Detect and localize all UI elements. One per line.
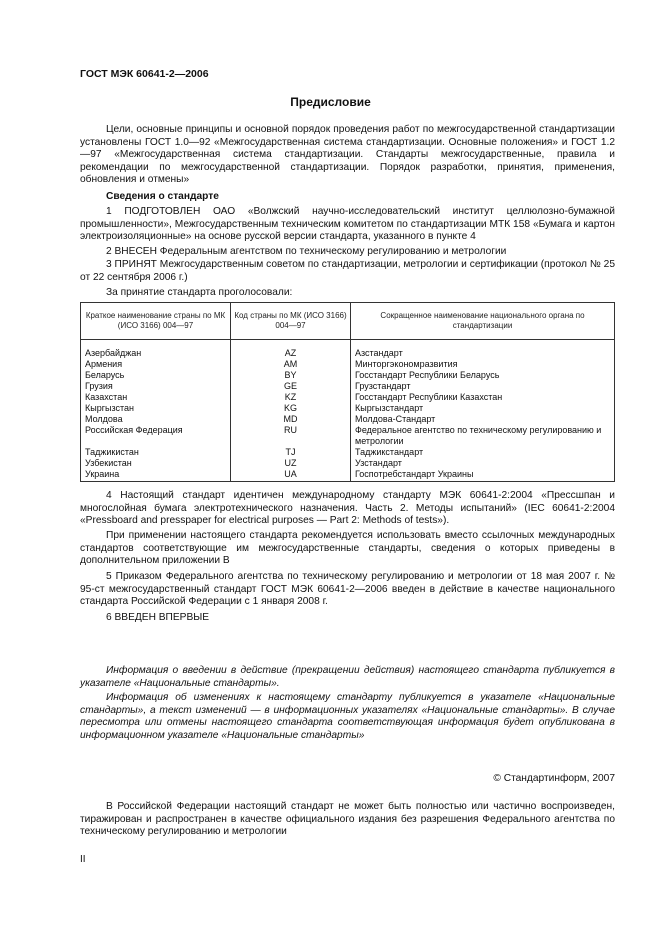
voting-table [80,302,615,482]
code-cell: KZ [231,392,351,403]
table-row [81,447,615,458]
table-row [81,381,615,392]
country-cell: Беларусь [81,370,231,381]
country-column-header: Краткое наименование страны по МК (ИСО 3166) 004—97 [81,303,231,340]
item-4-paragraph: 4 Настоящий стандарт идентичен международному стандарту МЭК 60641-2:2004 «Прессшпан и многослойная бумага электротехнического назначения. Часть 2. Методы испытаний» (IEC 60641-2:2004 «Pressboard and presspaper for electrical purposes — Part 2: Methods of tests»). [80,490,615,527]
code-cell: RU [231,425,351,447]
item-4-note: При применении настоящего стандарта рекомендуется использовать вместо ссылочных международных стандартов соответствующие им межгосударственные стандарты, сведения о которых приведены в дополнительном приложении В [80,530,615,567]
legal-notice: В Российской Федерации настоящий стандарт не может быть полностью или частично воспроизведен, тиражирован и распространен в качестве официального издания без разрешения Федерального агентства по техническому регулированию и метрологии [80,801,615,838]
item-1-paragraph: 1 ПОДГОТОВЛЕН ОАО «Волжский научно-исследовательский институт целлюлозно-бумажной промышленности», Межгосударственным техническим комитетом по стандартизации МТК 158 «Бумага и картон электроизоляционные» на основе русской версии стандарта, указанного в пункте 4 [80,206,615,243]
country-cell: Украина [81,469,231,482]
table-row [81,425,615,447]
country-cell: Таджикистан [81,447,231,458]
table-row [81,359,615,370]
code-cell: GE [231,381,351,392]
table-row [81,458,615,469]
body-column-header: Сокращенное наименование национального органа по стандартизации [351,303,615,340]
body-cell: Азстандарт [351,340,615,360]
code-column-header: Код страны по МК (ИСО 3166) 004—97 [231,303,351,340]
notice-changes-info: Информация об изменениях к настоящему стандарту публикуется в указателе «Национальные стандарты», а текст изменений — в информационных указателях «Национальные стандарты». В случае пересмотра или отмены настоящего стандарта соответствующая информация будет опубликована в информационном указателе «Национальные стандарты» [80,692,615,741]
item-6-paragraph: 6 ВВЕДЕН ВПЕРВЫЕ [106,612,210,623]
table-row [81,340,615,360]
country-cell: Молдова [81,414,231,425]
page-number: II [80,854,86,865]
vote-intro: За принятие стандарта проголосовали: [106,287,293,298]
code-cell: UA [231,469,351,482]
country-cell: Грузия [81,381,231,392]
code-cell: AM [231,359,351,370]
table-row [81,392,615,403]
code-cell: TJ [231,447,351,458]
body-cell: Минторгэкономразвития [351,359,615,370]
body-cell: Молдова-Стандарт [351,414,615,425]
country-cell: Российская Федерация [81,425,231,447]
item-2-paragraph: 2 ВНЕСЕН Федеральным агентством по техническому регулированию и метрологии [106,246,507,257]
body-cell: Госстандарт Республики Казахстан [351,392,615,403]
code-cell: AZ [231,340,351,360]
country-cell: Казахстан [81,392,231,403]
table-row [81,403,615,414]
country-cell: Кыргызстан [81,403,231,414]
country-cell: Азербайджан [81,340,231,360]
item-3-paragraph: 3 ПРИНЯТ Межгосударственным советом по стандартизации, метрологии и сертификации (протокол № 25 от 22 сентября 2006 г.) [80,259,615,283]
intro-paragraph: Цели, основные принципы и основной порядок проведения работ по межгосударственной стандартизации установлены ГОСТ 1.0—92 «Межгосударственная система стандартизации. Основные положения» и ГОСТ 1.2—97 «Межгосударственная система стандартизации. Стандарты межгосударственные, правила и рекомендации по межгосударственной стандартизации. Порядок разработки, принятия, применения, обновления и отмены» [80,124,615,186]
country-cell: Узбекистан [81,458,231,469]
code-cell: KG [231,403,351,414]
notice-introduction-info: Информация о введении в действие (прекращении действия) настоящего стандарта публикуется в указателе «Национальные стандарты». [80,665,615,689]
body-cell: Федеральное агентство по техническому регулированию и метрологии [351,425,615,447]
code-cell: UZ [231,458,351,469]
table-header-row [81,303,615,340]
standard-code-header: ГОСТ МЭК 60641-2—2006 [80,68,209,80]
code-cell: BY [231,370,351,381]
body-cell: Узстандарт [351,458,615,469]
body-cell: Грузстандарт [351,381,615,392]
body-cell: Таджикстандарт [351,447,615,458]
body-cell: Госпотребстандарт Украины [351,469,615,482]
item-5-paragraph: 5 Приказом Федерального агентства по техническому регулированию и метрологии от 18 мая 2007 г. № 95-ст межгосударственный стандарт ГОСТ МЭК 60641-2—2006 введен в действие в качестве национального стандарта Российской Федерации с 1 января 2008 г. [80,571,615,608]
table-row [81,414,615,425]
body-cell: Госстандарт Республики Беларусь [351,370,615,381]
table-row [81,469,615,482]
body-cell: Кыргызстандарт [351,403,615,414]
country-cell: Армения [81,359,231,370]
section-heading: Сведения о стандарте [106,191,219,202]
copyright-line: © Стандартинформ, 2007 [493,773,615,784]
code-cell: MD [231,414,351,425]
page-title: Предисловие [290,95,371,109]
table-row [81,370,615,381]
